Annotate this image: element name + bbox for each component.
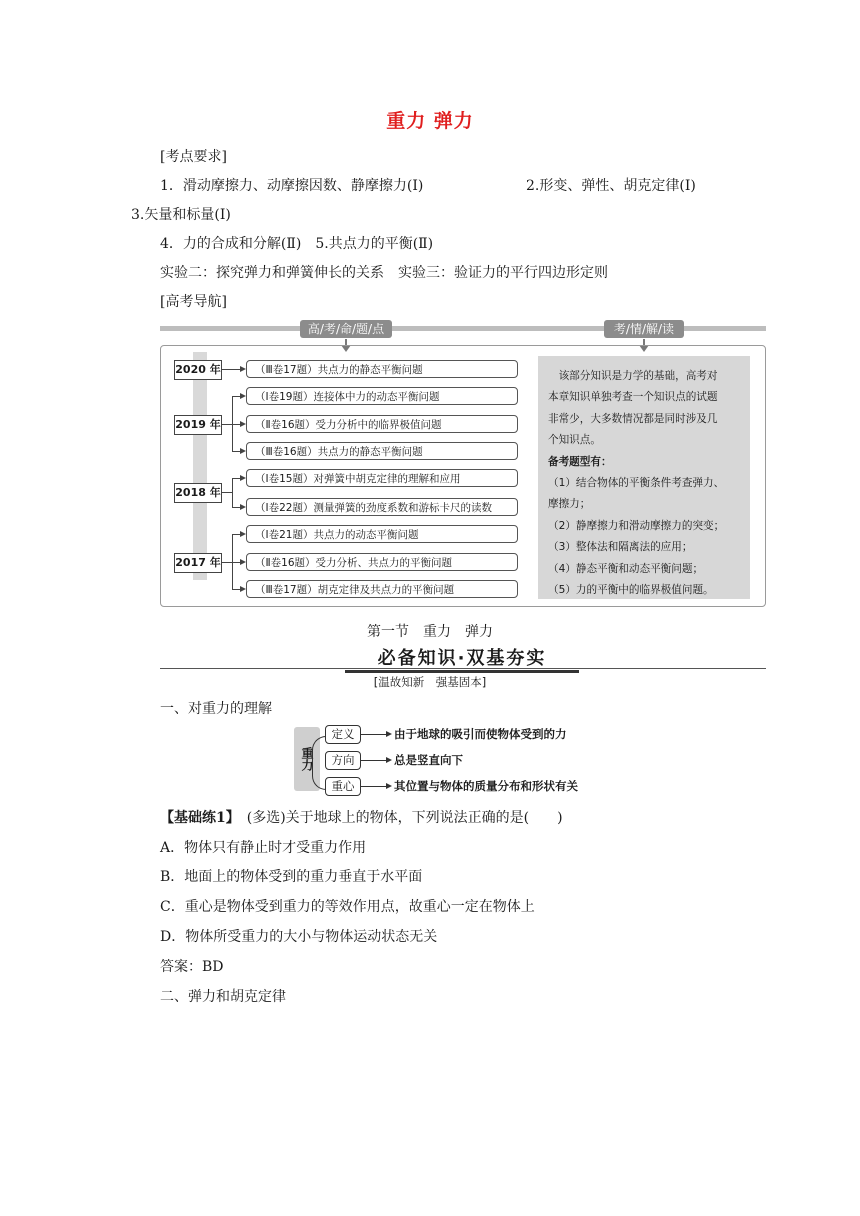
connector	[361, 734, 387, 735]
exercise-question	[160, 807, 563, 827]
analysis-line: 摩擦力；	[548, 498, 591, 511]
exercise-text: (多选)关于地球上的物体，下列说法正确的是( )	[232, 810, 563, 826]
page-title: 重力 弹力	[386, 110, 474, 132]
connector	[232, 478, 240, 479]
year-2017: 2017 年	[174, 553, 222, 573]
exam-item: （Ⅰ卷21题）共点力的动态平衡问题	[246, 525, 518, 543]
knowledge-banner-sub: [温故知新 强基固本]	[373, 675, 487, 689]
connector	[232, 451, 240, 452]
option-a: A．物体只有静止时才受重力作用	[160, 840, 367, 856]
analysis-line: （5）力的平衡中的临界极值问题。	[548, 584, 714, 597]
exam-item: （Ⅱ卷16题）受力分析中的临界极值问题	[246, 415, 518, 433]
requirement-line-2: 3.矢量和标量(Ⅰ)	[131, 207, 231, 223]
exam-item: （Ⅲ卷16题）共点力的静态平衡问题	[246, 442, 518, 460]
option-c: C．重心是物体受到重力的等效作用点，故重心一定在物体上	[160, 899, 535, 915]
requirement-line-3: 4．力的合成和分解(Ⅱ) 5.共点力的平衡(Ⅱ)	[160, 236, 434, 252]
connector	[232, 589, 240, 590]
analysis-line: （4）静态平衡和动态平衡问题；	[548, 562, 704, 575]
guide-right-banner: 考/情/解/读	[604, 320, 684, 338]
analysis-line: 个知识点。	[548, 434, 601, 447]
guide-heading: [高考导航]	[160, 294, 227, 310]
gravity-key-direction: 方向	[325, 751, 361, 770]
analysis-line: （1）结合物体的平衡条件考查弹力、	[548, 477, 725, 490]
analysis-box	[538, 356, 750, 599]
exam-item: （Ⅰ卷19题）连接体中力的动态平衡问题	[246, 387, 518, 405]
connector	[222, 424, 232, 425]
arrow-right-icon	[386, 731, 392, 737]
requirement-line-1b: 2.形变、弹性、胡克定律(Ⅰ)	[526, 178, 696, 194]
exam-item: （Ⅰ卷22题）测量弹簧的劲度系数和游标卡尺的读数	[246, 498, 518, 516]
exercise-label: 【基础练1】	[160, 810, 233, 826]
analysis-line: 非常少，大多数情况都是同时涉及几	[548, 412, 718, 425]
exam-item: （Ⅱ卷16题）受力分析、共点力的平衡问题	[246, 553, 518, 571]
year-2020: 2020 年	[174, 360, 222, 380]
connector	[232, 478, 233, 507]
exam-item: （Ⅲ卷17题）胡克定律及共点力的平衡问题	[246, 580, 518, 598]
requirements-heading: [考点要求]	[160, 149, 227, 165]
connector	[222, 369, 240, 370]
knowledge-banner: 必备知识·双基夯实	[377, 648, 547, 669]
year-2019: 2019 年	[174, 415, 222, 435]
timeline-track	[193, 352, 207, 580]
gravity-key-center: 重心	[325, 777, 361, 796]
guide-left-banner: 高/考/命/题/点	[300, 320, 392, 338]
connector	[232, 507, 240, 508]
option-b: B．地面上的物体受到的重力垂直于水平面	[160, 869, 423, 885]
gravity-root: 重力	[294, 727, 320, 791]
connector	[222, 492, 232, 493]
analysis-line: （2）静摩擦力和滑动摩擦力的突变；	[548, 519, 725, 532]
gravity-key-definition: 定义	[325, 725, 361, 744]
analysis-line: （3）整体法和隔离法的应用；	[548, 541, 693, 554]
arrow-right-icon	[386, 783, 392, 789]
option-d: D．物体所受重力的大小与物体运动状态无关	[160, 929, 438, 945]
gravity-value-direction: 总是竖直向下	[394, 753, 463, 767]
connector	[232, 396, 240, 397]
year-2018: 2018 年	[174, 483, 222, 503]
connector	[361, 760, 387, 761]
analysis-line: 本章知识单独考查一个知识点的试题	[548, 391, 718, 404]
analysis-line: 备考题型有：	[548, 455, 612, 468]
gravity-value-definition: 由于地球的吸引而使物体受到的力	[394, 727, 567, 741]
arrow-right-icon	[386, 757, 392, 763]
connector	[361, 786, 387, 787]
exam-item: （Ⅲ卷17题）共点力的静态平衡问题	[246, 360, 518, 378]
part1-heading: 一、对重力的理解	[160, 701, 272, 717]
exam-item: （Ⅰ卷15题）对弹簧中胡克定律的理解和应用	[246, 469, 518, 487]
connector	[232, 534, 240, 535]
connector	[232, 562, 240, 563]
requirement-line-4: 实验二：探究弹力和弹簧伸长的关系 实验三：验证力的平行四边形定则	[160, 265, 608, 281]
connector	[232, 424, 240, 425]
gravity-value-center: 其位置与物体的质量分布和形状有关	[394, 779, 578, 793]
answer: 答案：BD	[160, 959, 224, 975]
part2-heading: 二、弹力和胡克定律	[160, 989, 286, 1005]
banner-underline	[345, 670, 579, 673]
analysis-line: 该部分知识是力学的基础，高考对	[548, 370, 718, 382]
section-title: 第一节 重力 弹力	[367, 624, 493, 640]
connector	[222, 562, 232, 563]
requirement-line-1a: 1．滑动摩擦力、动摩擦因数、静摩擦力(Ⅰ)	[160, 178, 424, 194]
